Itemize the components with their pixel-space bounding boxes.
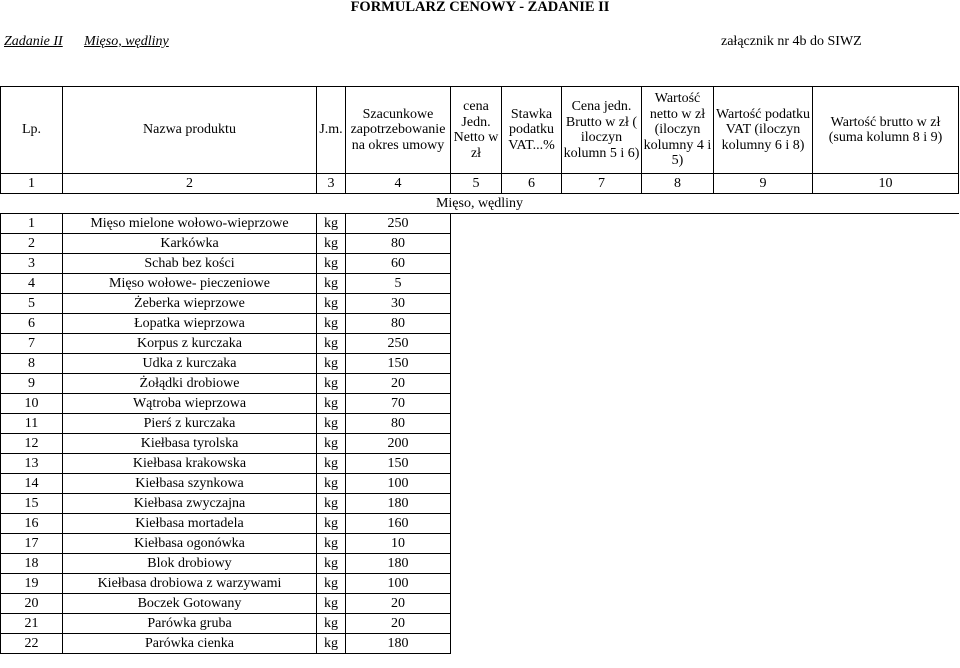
- row-unit: kg: [317, 374, 346, 394]
- empty-price-cell: [502, 214, 562, 234]
- empty-price-cell: [714, 614, 813, 634]
- empty-price-cell: [451, 354, 502, 374]
- row-lp: 17: [1, 534, 63, 554]
- empty-price-cell: [562, 354, 642, 374]
- table-row: [1, 474, 959, 494]
- empty-price-cell: [813, 214, 959, 234]
- row-unit: kg: [317, 514, 346, 534]
- empty-price-cell: [813, 434, 959, 454]
- row-product-name: Kiełbasa krakowska: [63, 454, 317, 474]
- col-header-vat-value: Wartość podatku VAT (iloczyn kolumny 6 i 8): [714, 87, 813, 174]
- col-number: 7: [562, 174, 642, 194]
- table-row: [1, 434, 959, 454]
- col-header-net-value: Wartość netto w zł (iloczyn kolumny 4 i 5): [642, 87, 714, 174]
- row-product-name: Wątroba wieprzowa: [63, 394, 317, 414]
- table-row: [1, 454, 959, 474]
- col-header-name: Nazwa produktu: [63, 87, 317, 174]
- row-product-name: Boczek Gotowany: [63, 594, 317, 614]
- empty-price-cell: [714, 454, 813, 474]
- empty-price-cell: [642, 314, 714, 334]
- table-row: [1, 254, 959, 274]
- row-quantity: 180: [346, 494, 451, 514]
- empty-price-cell: [451, 374, 502, 394]
- empty-price-cell: [562, 534, 642, 554]
- col-number: 3: [317, 174, 346, 194]
- table-row: [1, 554, 959, 574]
- row-quantity: 20: [346, 374, 451, 394]
- empty-price-cell: [714, 354, 813, 374]
- empty-price-cell: [714, 574, 813, 594]
- row-product-name: Mięso wołowe- pieczeniowe: [63, 274, 317, 294]
- row-lp: 22: [1, 634, 63, 654]
- empty-price-cell: [502, 454, 562, 474]
- row-lp: 13: [1, 454, 63, 474]
- empty-price-cell: [813, 254, 959, 274]
- empty-price-cell: [562, 314, 642, 334]
- table-row: [1, 354, 959, 374]
- row-unit: kg: [317, 594, 346, 614]
- empty-price-cell: [714, 374, 813, 394]
- row-quantity: 10: [346, 534, 451, 554]
- empty-price-cell: [642, 634, 714, 654]
- row-product-name: Żeberka wieprzowe: [63, 294, 317, 314]
- empty-price-cell: [813, 414, 959, 434]
- empty-price-cell: [502, 234, 562, 254]
- category-label: Mięso, wędliny: [84, 34, 169, 49]
- col-header-unit: J.m.: [317, 87, 346, 174]
- empty-price-cell: [813, 374, 959, 394]
- row-lp: 11: [1, 414, 63, 434]
- col-header-vat-rate: Stawka podatku VAT...%: [502, 87, 562, 174]
- empty-price-cell: [642, 294, 714, 314]
- empty-price-cell: [642, 234, 714, 254]
- empty-price-cell: [642, 614, 714, 634]
- empty-price-cell: [714, 554, 813, 574]
- empty-price-cell: [502, 574, 562, 594]
- empty-price-cell: [451, 614, 502, 634]
- empty-price-cell: [451, 534, 502, 554]
- empty-price-cell: [502, 354, 562, 374]
- row-quantity: 60: [346, 254, 451, 274]
- col-header-lp: Lp.: [1, 87, 63, 174]
- row-unit: kg: [317, 534, 346, 554]
- empty-price-cell: [714, 414, 813, 434]
- row-unit: kg: [317, 414, 346, 434]
- empty-price-cell: [813, 594, 959, 614]
- empty-price-cell: [813, 394, 959, 414]
- row-lp: 16: [1, 514, 63, 534]
- form-title: FORMULARZ CENOWY - ZADANIE II: [350, 0, 610, 15]
- empty-price-cell: [451, 314, 502, 334]
- empty-price-cell: [813, 294, 959, 314]
- row-product-name: Parówka cienka: [63, 634, 317, 654]
- empty-price-cell: [562, 294, 642, 314]
- row-unit: kg: [317, 214, 346, 234]
- row-lp: 14: [1, 474, 63, 494]
- table-row: [1, 374, 959, 394]
- empty-price-cell: [562, 554, 642, 574]
- empty-price-cell: [714, 474, 813, 494]
- row-product-name: Udka z kurczaka: [63, 354, 317, 374]
- empty-price-cell: [562, 394, 642, 414]
- row-quantity: 180: [346, 634, 451, 654]
- empty-price-cell: [502, 634, 562, 654]
- row-quantity: 180: [346, 554, 451, 574]
- empty-price-cell: [451, 474, 502, 494]
- row-quantity: 70: [346, 394, 451, 414]
- row-quantity: 250: [346, 214, 451, 234]
- empty-price-cell: [813, 234, 959, 254]
- row-lp: 9: [1, 374, 63, 394]
- empty-price-cell: [502, 434, 562, 454]
- row-unit: kg: [317, 334, 346, 354]
- header-row: [1, 87, 959, 174]
- empty-price-cell: [642, 254, 714, 274]
- row-quantity: 250: [346, 334, 451, 354]
- row-product-name: Schab bez kości: [63, 254, 317, 274]
- row-quantity: 80: [346, 234, 451, 254]
- row-quantity: 100: [346, 474, 451, 494]
- empty-price-cell: [714, 214, 813, 234]
- row-product-name: Kiełbasa szynkowa: [63, 474, 317, 494]
- empty-price-cell: [451, 454, 502, 474]
- row-unit: kg: [317, 254, 346, 274]
- row-quantity: 20: [346, 614, 451, 634]
- row-lp: 20: [1, 594, 63, 614]
- table-row: [1, 414, 959, 434]
- row-lp: 3: [1, 254, 63, 274]
- row-quantity: 20: [346, 594, 451, 614]
- empty-price-cell: [562, 274, 642, 294]
- empty-price-cell: [451, 494, 502, 514]
- row-product-name: Blok drobiowy: [63, 554, 317, 574]
- empty-price-cell: [451, 274, 502, 294]
- empty-price-cell: [451, 514, 502, 534]
- table-row: [1, 214, 959, 234]
- empty-price-cell: [714, 594, 813, 614]
- empty-price-cell: [813, 314, 959, 334]
- row-unit: kg: [317, 394, 346, 414]
- empty-price-cell: [451, 234, 502, 254]
- empty-price-cell: [451, 294, 502, 314]
- row-unit: kg: [317, 574, 346, 594]
- empty-price-cell: [714, 514, 813, 534]
- empty-price-cell: [642, 434, 714, 454]
- col-number: 6: [502, 174, 562, 194]
- empty-price-cell: [562, 494, 642, 514]
- row-lp: 5: [1, 294, 63, 314]
- table-row: [1, 534, 959, 554]
- empty-price-cell: [562, 454, 642, 474]
- empty-price-cell: [642, 594, 714, 614]
- row-unit: kg: [317, 354, 346, 374]
- empty-price-cell: [502, 414, 562, 434]
- empty-price-cell: [451, 574, 502, 594]
- row-lp: 10: [1, 394, 63, 414]
- empty-price-cell: [813, 614, 959, 634]
- row-unit: kg: [317, 434, 346, 454]
- row-lp: 4: [1, 274, 63, 294]
- col-number: 4: [346, 174, 451, 194]
- row-unit: kg: [317, 494, 346, 514]
- row-lp: 19: [1, 574, 63, 594]
- section-row: [1, 194, 959, 214]
- row-unit: kg: [317, 474, 346, 494]
- attachment-label: załącznik nr 4b do SIWZ: [721, 34, 862, 49]
- empty-price-cell: [642, 574, 714, 594]
- empty-price-cell: [714, 294, 813, 314]
- row-lp: 21: [1, 614, 63, 634]
- empty-price-cell: [562, 474, 642, 494]
- empty-price-cell: [642, 334, 714, 354]
- row-lp: 15: [1, 494, 63, 514]
- empty-price-cell: [642, 494, 714, 514]
- empty-price-cell: [642, 454, 714, 474]
- col-header-qty: Szacunkowe zapotrzebowanie na okres umowy: [346, 87, 451, 174]
- row-quantity: 150: [346, 354, 451, 374]
- empty-price-cell: [451, 634, 502, 654]
- table-row: [1, 394, 959, 414]
- row-unit: kg: [317, 234, 346, 254]
- empty-price-cell: [562, 254, 642, 274]
- row-product-name: Kiełbasa ogonówka: [63, 534, 317, 554]
- empty-price-cell: [562, 594, 642, 614]
- col-number: 2: [63, 174, 317, 194]
- row-unit: kg: [317, 554, 346, 574]
- row-product-name: Korpus z kurczaka: [63, 334, 317, 354]
- empty-price-cell: [714, 394, 813, 414]
- row-product-name: Kiełbasa drobiowa z warzywami: [63, 574, 317, 594]
- empty-price-cell: [642, 414, 714, 434]
- empty-price-cell: [451, 594, 502, 614]
- empty-price-cell: [714, 434, 813, 454]
- empty-price-cell: [714, 314, 813, 334]
- empty-price-cell: [562, 214, 642, 234]
- empty-price-cell: [502, 494, 562, 514]
- table-row: [1, 494, 959, 514]
- empty-price-cell: [813, 454, 959, 474]
- empty-price-cell: [813, 554, 959, 574]
- empty-price-cell: [502, 474, 562, 494]
- row-product-name: Karkówka: [63, 234, 317, 254]
- empty-price-cell: [642, 394, 714, 414]
- row-lp: 8: [1, 354, 63, 374]
- empty-price-cell: [642, 554, 714, 574]
- empty-price-cell: [451, 254, 502, 274]
- row-product-name: Kiełbasa mortadela: [63, 514, 317, 534]
- empty-price-cell: [562, 634, 642, 654]
- empty-price-cell: [714, 234, 813, 254]
- empty-price-cell: [502, 374, 562, 394]
- row-lp: 7: [1, 334, 63, 354]
- empty-price-cell: [562, 574, 642, 594]
- empty-price-cell: [502, 274, 562, 294]
- col-number: 9: [714, 174, 813, 194]
- empty-price-cell: [502, 314, 562, 334]
- empty-price-cell: [813, 474, 959, 494]
- empty-price-cell: [562, 434, 642, 454]
- row-lp: 1: [1, 214, 63, 234]
- row-quantity: 30: [346, 294, 451, 314]
- row-quantity: 5: [346, 274, 451, 294]
- empty-price-cell: [642, 374, 714, 394]
- price-form-table: [0, 86, 959, 654]
- table-row: [1, 574, 959, 594]
- empty-price-cell: [642, 534, 714, 554]
- table-row: [1, 614, 959, 634]
- column-number-row: [1, 174, 959, 194]
- col-number: 8: [642, 174, 714, 194]
- row-quantity: 160: [346, 514, 451, 534]
- empty-price-cell: [562, 374, 642, 394]
- empty-price-cell: [813, 274, 959, 294]
- empty-price-cell: [714, 254, 813, 274]
- empty-price-cell: [451, 214, 502, 234]
- section-label: Mięso, wędliny: [1, 194, 959, 214]
- empty-price-cell: [642, 274, 714, 294]
- empty-price-cell: [642, 474, 714, 494]
- row-product-name: Żołądki drobiowe: [63, 374, 317, 394]
- row-lp: 12: [1, 434, 63, 454]
- empty-price-cell: [813, 574, 959, 594]
- table-row: [1, 314, 959, 334]
- empty-price-cell: [813, 334, 959, 354]
- empty-price-cell: [451, 334, 502, 354]
- empty-price-cell: [642, 354, 714, 374]
- row-lp: 2: [1, 234, 63, 254]
- empty-price-cell: [813, 514, 959, 534]
- row-unit: kg: [317, 314, 346, 334]
- empty-price-cell: [813, 494, 959, 514]
- row-product-name: Mięso mielone wołowo-wieprzowe: [63, 214, 317, 234]
- row-unit: kg: [317, 454, 346, 474]
- empty-price-cell: [502, 614, 562, 634]
- empty-price-cell: [813, 354, 959, 374]
- empty-price-cell: [714, 334, 813, 354]
- table-row: [1, 274, 959, 294]
- empty-price-cell: [502, 554, 562, 574]
- row-unit: kg: [317, 274, 346, 294]
- task-label: Zadanie II: [4, 34, 63, 49]
- row-product-name: Kiełbasa tyrolska: [63, 434, 317, 454]
- empty-price-cell: [714, 494, 813, 514]
- empty-price-cell: [714, 274, 813, 294]
- row-quantity: 80: [346, 314, 451, 334]
- row-quantity: 80: [346, 414, 451, 434]
- empty-price-cell: [502, 294, 562, 314]
- empty-price-cell: [502, 254, 562, 274]
- row-product-name: Łopatka wieprzowa: [63, 314, 317, 334]
- row-unit: kg: [317, 614, 346, 634]
- table-row: [1, 334, 959, 354]
- empty-price-cell: [502, 534, 562, 554]
- row-unit: kg: [317, 294, 346, 314]
- table-row: [1, 234, 959, 254]
- col-header-gross-value: Wartość brutto w zł (suma kolumn 8 i 9): [813, 87, 959, 174]
- row-quantity: 200: [346, 434, 451, 454]
- table-row: [1, 294, 959, 314]
- row-quantity: 100: [346, 574, 451, 594]
- empty-price-cell: [813, 634, 959, 654]
- empty-price-cell: [562, 334, 642, 354]
- empty-price-cell: [502, 334, 562, 354]
- empty-price-cell: [562, 514, 642, 534]
- col-number: 5: [451, 174, 502, 194]
- row-quantity: 150: [346, 454, 451, 474]
- col-number: 10: [813, 174, 959, 194]
- empty-price-cell: [642, 514, 714, 534]
- row-unit: kg: [317, 634, 346, 654]
- empty-price-cell: [451, 414, 502, 434]
- col-number: 1: [1, 174, 63, 194]
- empty-price-cell: [714, 634, 813, 654]
- table-row: [1, 594, 959, 614]
- empty-price-cell: [642, 214, 714, 234]
- empty-price-cell: [451, 394, 502, 414]
- table-row: [1, 634, 959, 654]
- empty-price-cell: [562, 234, 642, 254]
- empty-price-cell: [451, 434, 502, 454]
- row-product-name: Kiełbasa zwyczajna: [63, 494, 317, 514]
- row-product-name: Pierś z kurczaka: [63, 414, 317, 434]
- col-header-gross-price: Cena jedn. Brutto w zł ( iloczyn kolumn 5 i 6): [562, 87, 642, 174]
- empty-price-cell: [813, 534, 959, 554]
- empty-price-cell: [502, 394, 562, 414]
- empty-price-cell: [502, 514, 562, 534]
- table-row: [1, 514, 959, 534]
- row-product-name: Parówka gruba: [63, 614, 317, 634]
- empty-price-cell: [502, 594, 562, 614]
- row-lp: 18: [1, 554, 63, 574]
- empty-price-cell: [562, 614, 642, 634]
- row-lp: 6: [1, 314, 63, 334]
- empty-price-cell: [714, 534, 813, 554]
- empty-price-cell: [562, 414, 642, 434]
- col-header-net-price: cena Jedn. Netto w zł: [451, 87, 502, 174]
- empty-price-cell: [451, 554, 502, 574]
